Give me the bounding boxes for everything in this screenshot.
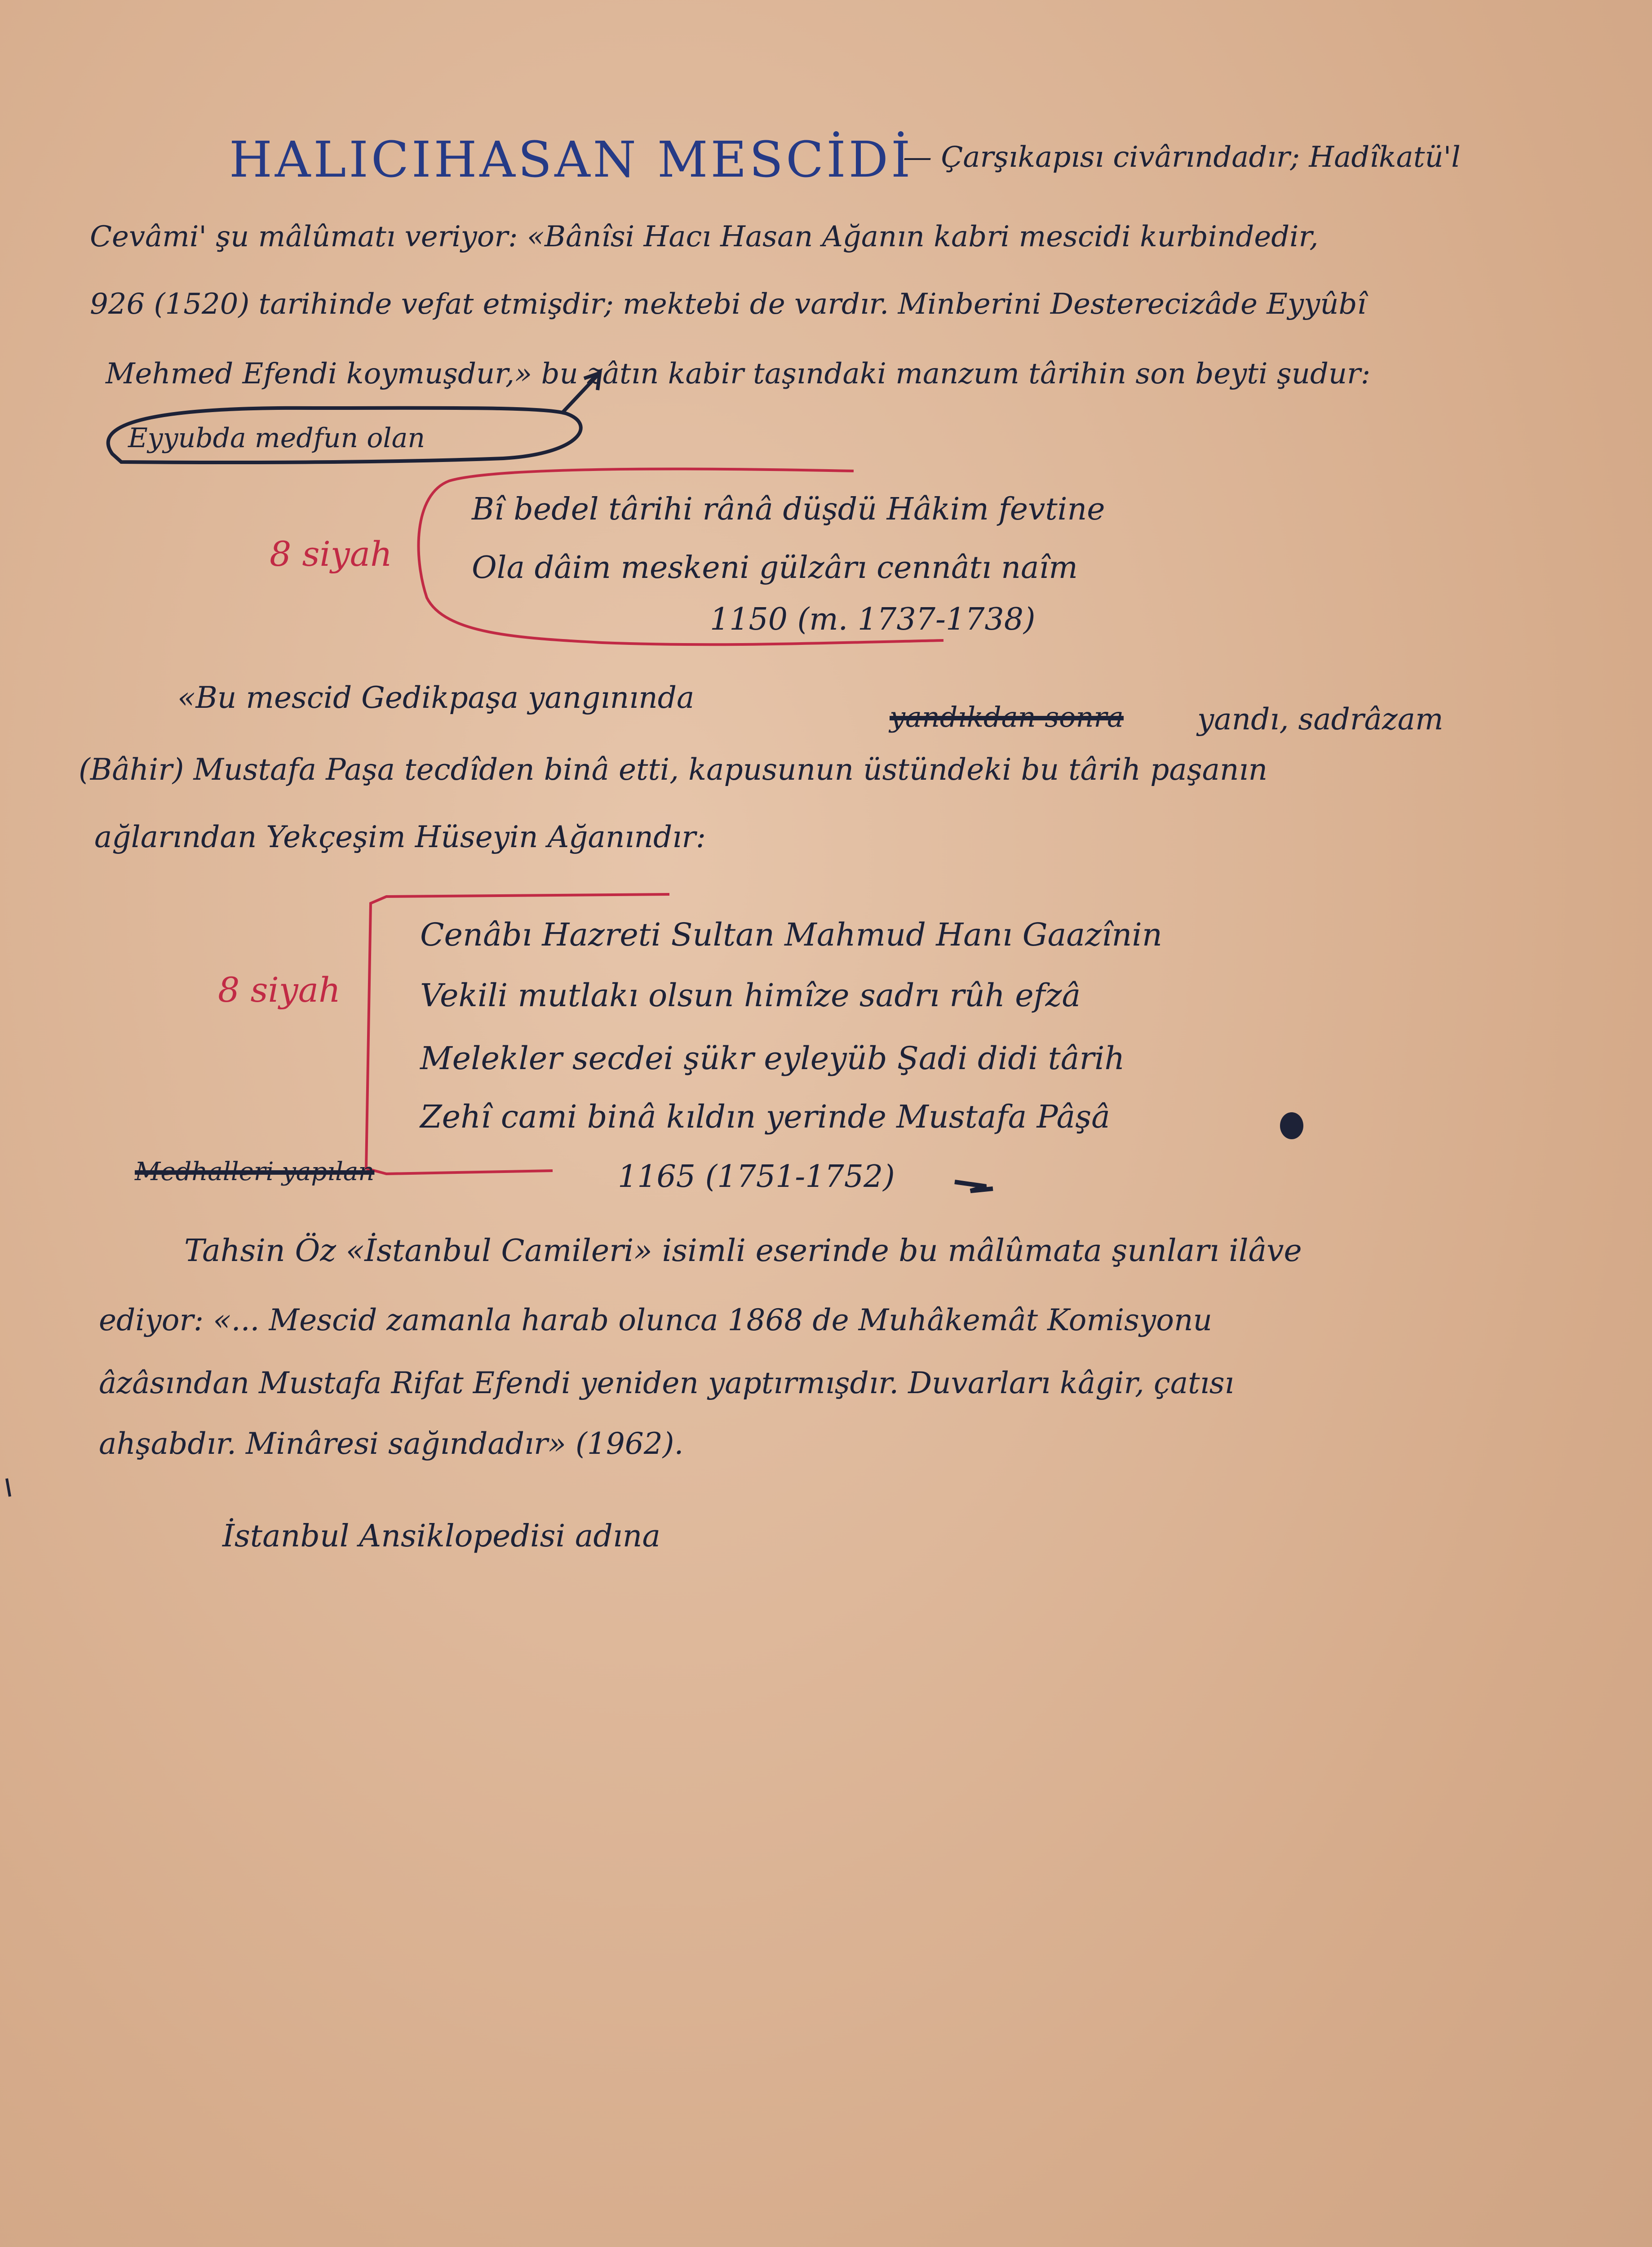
page-title: HALICIHASAN MESCİDİ — [229, 131, 913, 188]
struck-note: Medhalleri yapılan — [135, 1157, 375, 1186]
ink-blot — [1280, 1112, 1303, 1139]
ink-scribble — [955, 1182, 993, 1191]
paragraph3-line3: âzâsından Mustafa Rifat Efendi yeniden yaptırmışdır. Duvarları kâgir, çatısı — [99, 1366, 1234, 1400]
signature-line: İstanbul Ansiklopedisi adına — [222, 1519, 661, 1554]
paragraph2-line1-start: «Bu mescid Gedikpaşa yangınında — [177, 680, 695, 715]
verse2-date: 1165 (1751-1752) — [618, 1159, 895, 1195]
verse1-line2: Ola dâim meskeni gülzârı cennâtı naîm — [472, 550, 1078, 586]
paragraph2-line1-end: yandı, sadrâzam — [1197, 702, 1444, 737]
insertion-text: Eyyubda medfun olan — [128, 422, 425, 454]
verse1-margin-note: 8 siyah — [270, 534, 393, 574]
paragraph3-line4: ahşabdır. Minâresi sağındadır» (1962). — [99, 1426, 684, 1461]
verse1-date: 1150 (m. 1737-1738) — [710, 602, 1036, 637]
paragraph2-struck-text: yandıkdan sonra — [890, 701, 1124, 733]
paragraph2-line3: ağlarından Yekçeşim Hüseyin Ağanındır: — [94, 820, 706, 854]
verse2-line1: Cenâbı Hazreti Sultan Mahmud Hanı Gaazînin — [420, 916, 1162, 953]
verse1-line1: Bî bedel târihi rânâ düşdü Hâkim fevtine — [472, 492, 1105, 527]
verse2-margin-note: 8 siyah — [218, 970, 341, 1010]
paragraph1-line4: Mehmed Efendi koymuşdur,» bu zâtın kabir taşındaki manzum târihin son beyti şudur: — [106, 357, 1371, 391]
verse2-line4: Zehî cami binâ kıldın yerinde Mustafa Pâşâ — [420, 1098, 1110, 1135]
paragraph3-line1: Tahsin Öz «İstanbul Camileri» isimli eserinde bu mâlûmata şunları ilâve — [184, 1233, 1302, 1269]
edge-mark — [7, 1479, 10, 1497]
paragraph1-line3: 926 (1520) tarihinde vefat etmişdir; mektebi de vardır. Minberini Desterecizâde Eyyûbî — [90, 288, 1366, 321]
title-continuation: — Çarşıkapısı civârındadır; Hadîkatü'l — [903, 141, 1461, 174]
paragraph3-line2: ediyor: «... Mescid zamanla harab olunca 1868 de Muhâkemât Komisyonu — [99, 1303, 1212, 1337]
paragraph2-line2: (Bâhir) Mustafa Paşa tecdîden binâ etti, kapusunun üstündeki bu târih paşanın — [79, 752, 1268, 787]
verse2-line2: Vekili mutlakı olsun himîze sadrı rûh efzâ — [420, 977, 1081, 1014]
verse2-line3: Melekler secdei şükr eyleyüb Şadi didi târih — [420, 1040, 1125, 1077]
paragraph1-line2: Cevâmi' şu mâlûmatı veriyor: «Bânîsi Hacı Hasan Ağanın kabri mescidi kurbindedir, — [90, 220, 1319, 253]
